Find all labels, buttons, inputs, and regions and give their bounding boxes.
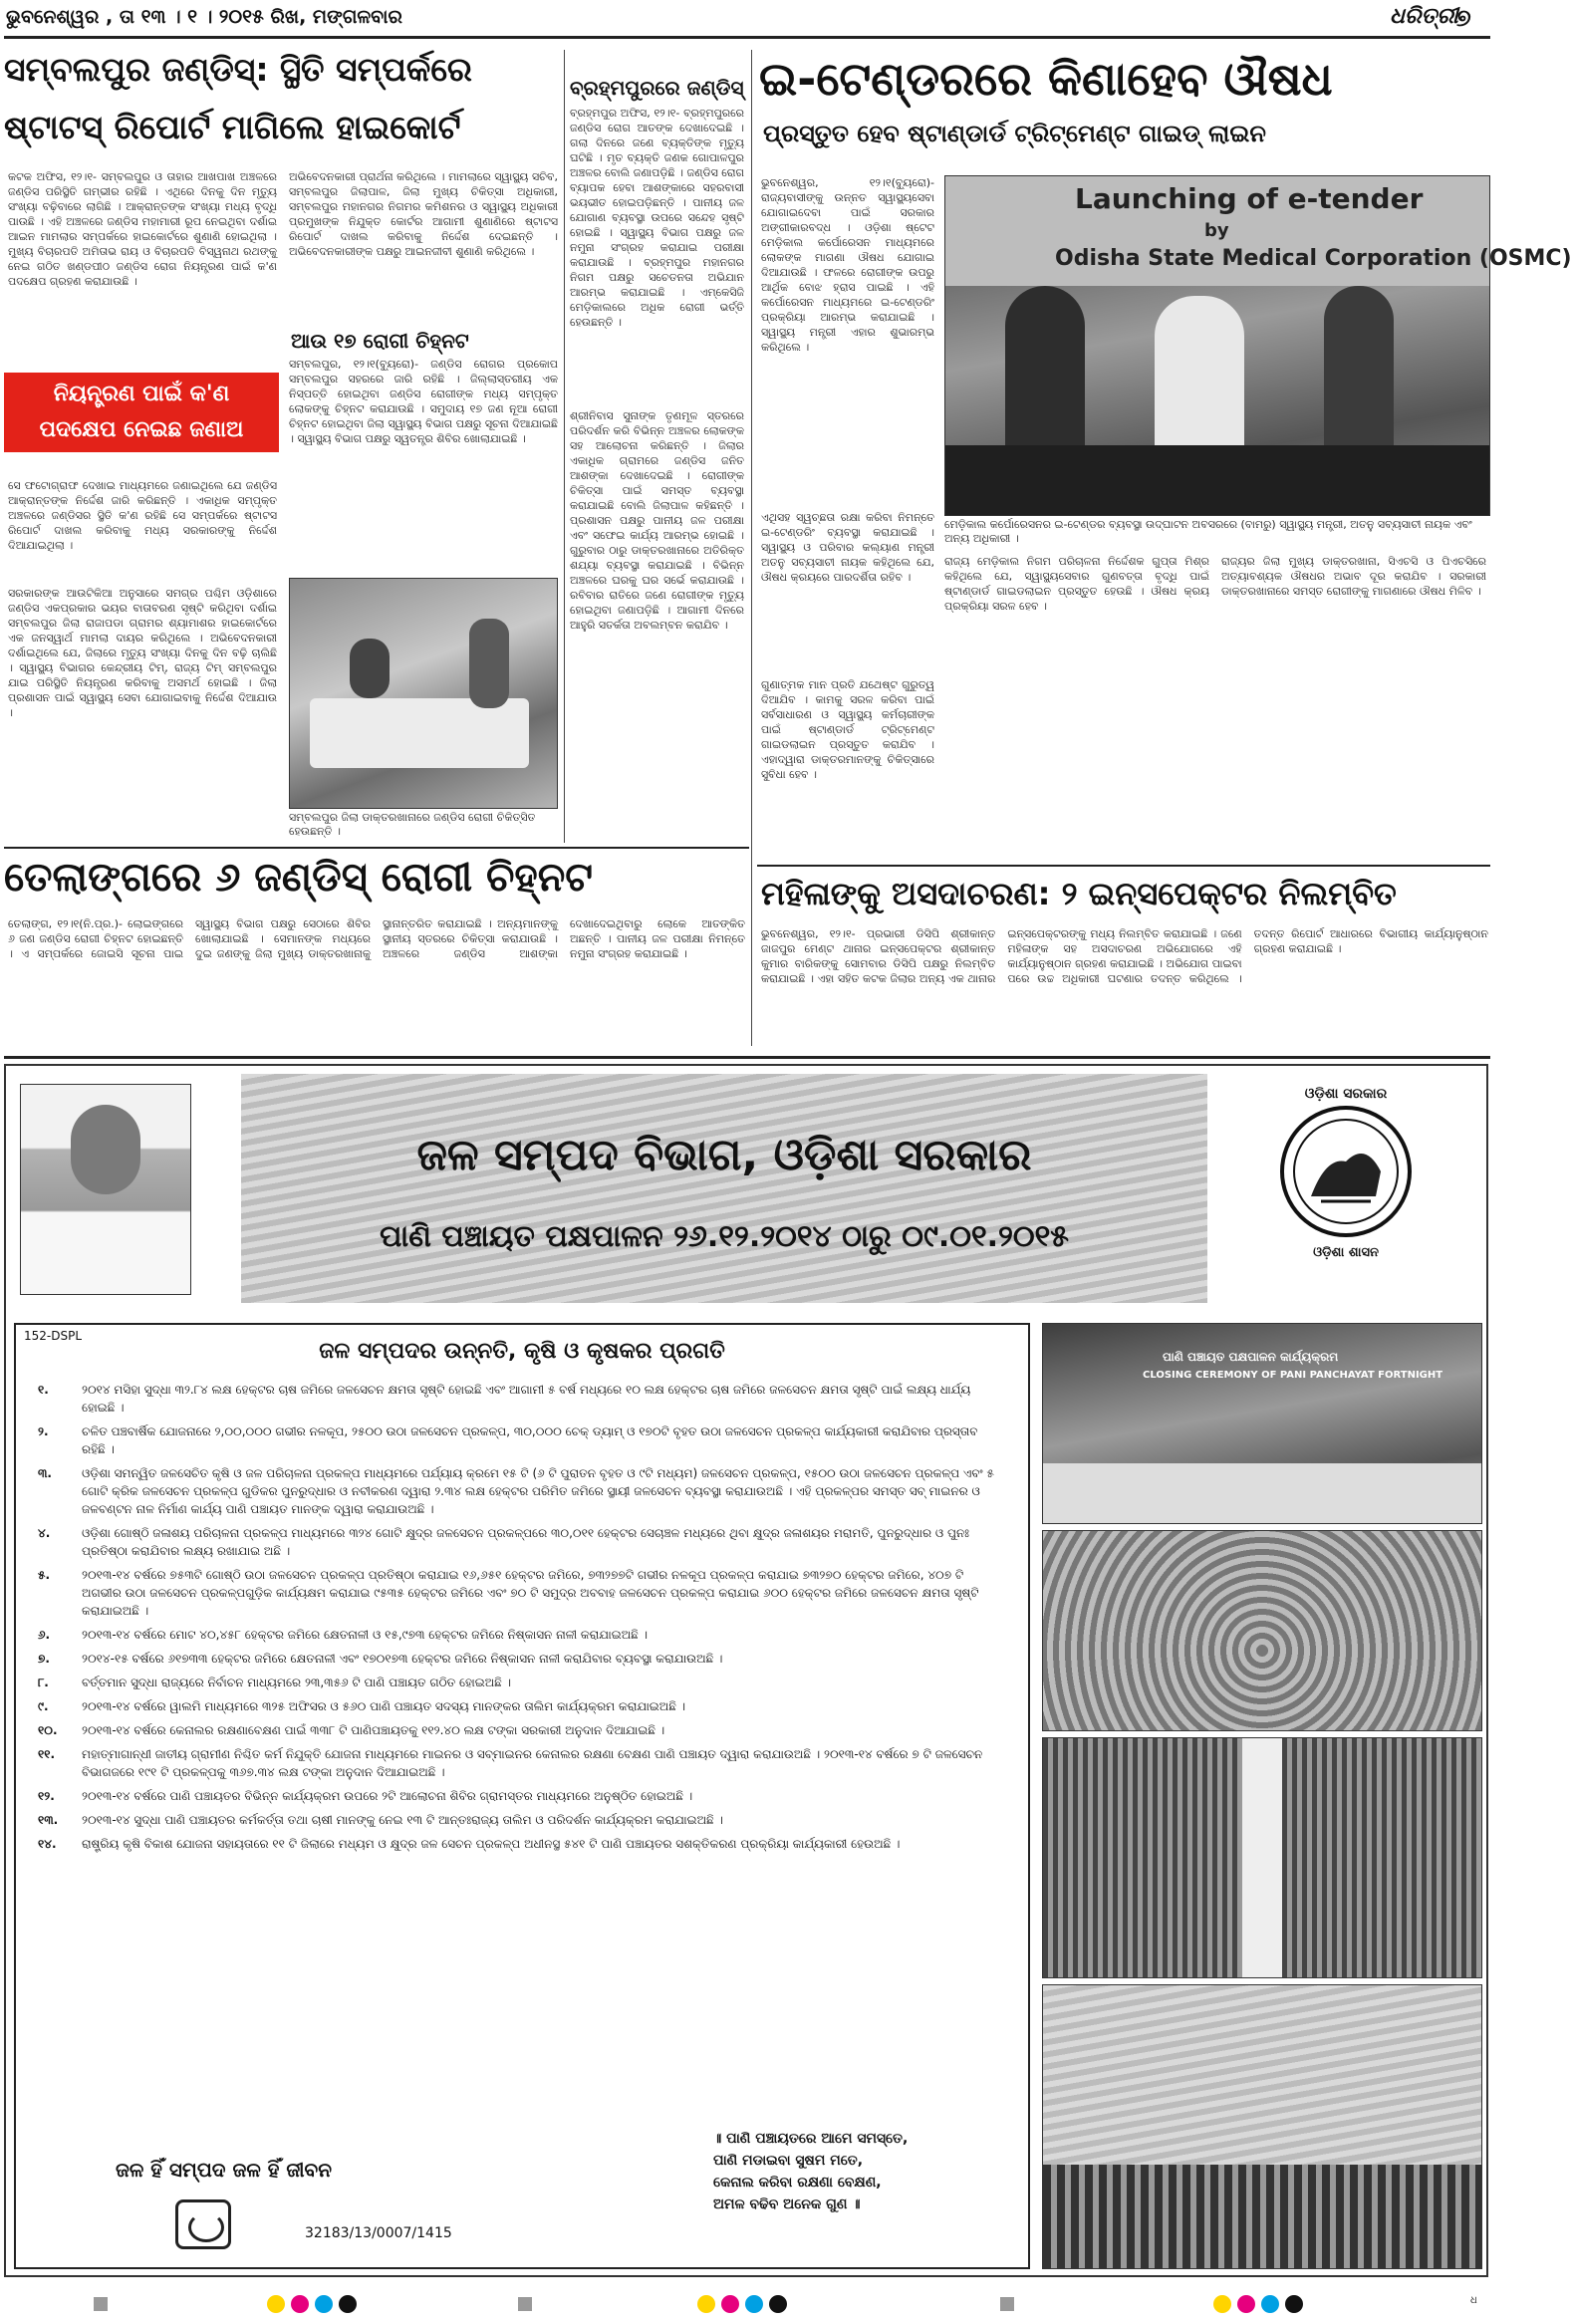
achievement-number: ୬. xyxy=(38,1628,51,1642)
etender-body-3: ଗୁଣାତ୍ମକ ମାନ ପ୍ରତି ଯଥେଷ୍ଟ ଗୁରୁତ୍ୱ ଦିଆଯିବ । କାମକୁ ସରଳ କରିବା ପାଇଁ ସର୍ବସାଧାରଣ ଓ ସ୍ୱାସ୍ଥ୍ୟ କର୍ମଚାରୀଙ୍କ ପାଇଁ ଷ୍ଟାଣ୍ଡାର୍ଡ ଟ୍ରିଟ୍‌ମେଣ୍ଟ ଗାଇଡଲାଇନ ପ୍ରସ୍ତୁତ କରାଯିବ । ଏହାଦ୍ୱାରା ଡାକ୍ତରମାନଙ୍କୁ ଚିକିତ୍ସାରେ ସୁବିଧା ହେବ । xyxy=(761,678,934,781)
patients-body: ସମ୍ବଲପୁର, ୧୨।୧(ବ୍ୟୁରୋ)- ଜଣ୍ଡିସ ରୋଗର ପ୍ରକୋପ ସମ୍ବଲପୁର ସହରରେ ଜାରି ରହିଛି । ଜିଲ୍ଲାସ୍ତରୀୟ ଏକ ନିସ୍ପତ୍ତି ହୋଇଥିବା ଜଣ୍ଡିସ ରୋଗୀଙ୍କ ମଧ୍ୟ ସମ୍ପୃକ୍ତ ଲୋକଙ୍କୁ ଚିହ୍ନଟ କରାଯାଉଛି । ସମୁଦାୟ ୧୭ ଜଣ ନୂଆ ରୋଗୀ ଚିହ୍ନଟ ହୋଇଥିବା ଜିଲା ସ୍ୱାସ୍ଥ୍ୟ ବିଭାଗ ପକ୍ଷରୁ ସୂଚନା ଦିଆଯାଇଛି । ସ୍ୱାସ୍ଥ୍ୟ ବିଭାଗ ପକ୍ଷରୁ ସ୍ୱତନ୍ତ୍ର ଶିବିର ଖୋଲାଯାଇଛି । xyxy=(289,358,558,445)
footer-page-mark: ଧ xyxy=(1470,2295,1477,2306)
etender-body-4: ରାଜ୍ୟ ମେଡ଼ିକାଲ ନିଗମ ପରିଚାଳନା ନିର୍ଦ୍ଦେଶକ ଗୁପ୍ତା ମିଶ୍ର କହିଥିଲେ ଯେ, ସ୍ୱାସ୍ଥ୍ୟସେବାର ଗୁଣବତ୍ତା ବୃଦ୍ଧି ପାଇଁ ଷ୍ଟାଣ୍ଡାର୍ଡ ଗାଇଡଲାଇନ ପ୍ରସ୍ତୁତ ହେଉଛି । ଔଷଧ କ୍ରୟ ପ୍ରକ୍ରିୟା ସରଳ ହେବ । xyxy=(944,555,1209,613)
achievement-item xyxy=(38,1787,994,1805)
achievement-item xyxy=(38,1811,994,1829)
sambalpur-body-4: ସରକାରଙ୍କ ଆଉଟିକିଆ ଅନୁସାରେ ସମଗ୍ର ପଶ୍ଚିମ ଓଡ଼ିଶାରେ ଜଣ୍ଡିସ ଏକପ୍ରକାର ଭୟର ବାତାବରଣ ସୃଷ୍ଟି କରିଥିବା ଦର୍ଶାଇ ସମ୍ବଲପୁର ଜିଲା ରାଜାପଡା ଗ୍ରାମର ଶ୍ୟାମାଶର ହାଇକୋର୍ଟରେ ଏକ ଜନସ୍ୱାର୍ଥ ମାମଲା ଦାୟର କରିଥିଲେ । ଅଭିବେଦନକାରୀ ଦର୍ଶାଇଥିଲେ ଯେ, ଜିଲାରେ ମୃତ୍ୟୁ ସଂଖ୍ୟା ଦିନକୁ ଦିନ ବଢ଼ି ଚାଲିଛି । ସ୍ୱାସ୍ଥ୍ୟ ବିଭାଗର କେନ୍ଦ୍ରୀୟ ଟିମ୍, ରାଜ୍ୟ ଟିମ୍ ସମ୍ବଲପୁର ଯାଇ ପରିସ୍ଥିତି ନିୟନ୍ତ୍ରଣ କରିବାକୁ ଅସମର୍ଥ ହୋଇଛି । ଜିଲା ପ୍ରଶାସନ ପାଇଁ ସ୍ୱାସ୍ଥ୍ୟ ସେବା ଯୋଗାଇବାକୁ ନିର୍ଦ୍ଦେଶ ଦିଆଯାଉ । xyxy=(8,587,277,719)
achievement-item xyxy=(38,1566,994,1620)
achievement-number: ୧୦. xyxy=(38,1723,58,1737)
advert-code-bottom: 32183/13/0007/1415 xyxy=(305,2225,452,2241)
verse-line: ଅମଳ ବଢିବ ଅନେକ ଗୁଣ ॥ xyxy=(713,2196,861,2212)
sambalpur-body-2: ଅଭିବେଦନକାରୀ ପ୍ରାର୍ଥନା କରିଥିଲେ । ମାମଲାରେ ସ୍ୱାସ୍ଥ୍ୟ ସଚିବ, ସମ୍ବଲପୁର ଜିଲାପାଳ, ଜିଲା ମୁଖ୍ୟ ଚିକିତ୍ସା ଅଧିକାରୀ, ସମ୍ବଲପୁର ମହାନଗର ନିଗମର କମିଶନର ଓ ସ୍ୱାସ୍ଥ୍ୟ ଅଧିକାରୀ ପ୍ରମୁଖଙ୍କ ନିଯୁକ୍ତ କୋର୍ଟର ଆଗାମୀ ଶୁଣାଣିରେ ଷ୍ଟାଟସ ରିପୋର୍ଟ ଦାଖଲ କରିବାକୁ ନିର୍ଦ୍ଦେଶ ଦେଇଛନ୍ତି । ଅଭିବେଦନକାରୀଙ୍କ ପକ୍ଷରୁ ଆଇନଜୀବୀ ଶୁଣାଣି କରିଥିଲେ । xyxy=(289,170,558,258)
advert-dept-title: ଜଳ ସମ୍ପଦ ବିଭାଗ, ଓଡ଼ିଶା ସରକାର xyxy=(416,1130,1032,1180)
achievement-text: ଓଡ଼ିଶା ସମନ୍ୱିତ ଜଳସେଚିତ କୃଷି ଓ ଜଳ ପରିଚାଳନା ପ୍ରକଳ୍ପ ମାଧ୍ୟମରେ ପର୍ଯ୍ୟାୟ କ୍ରମେ ୧୫ ଟି (୬ ଟି ପୁରାତନ ବୃହତ ଓ ୯ଟି ମଧ୍ୟମ) ଜଳସେଚନ ପ୍ରକଳ୍ପ, ୧୫୦୦ ଉଠା ଜଳସେଚନ ପ୍ରକଳ୍ପ ଏବଂ ୫ ଗୋଟି କ୍ରିକ ଜଳସେଚନ ପ୍ରକଳ୍ପ ଗୁଡିକର ପୁନରୁଦ୍ଧାର ଓ ନବୀକରଣ ଦ୍ୱାରା ୨.୩୪ ଲକ୍ଷ ହେକ୍ଟର ପରିମିତ ଜମିରେ ସ୍ଥାୟୀ ଜଳସେଚନ ବ୍ୟବସ୍ଥା କରାଯାଉଅଛି । ଏହି ପ୍ରକଳ୍ପର ସମସ୍ତ ସବ୍ ମାଇନର ଓ ଜଳବଣ୍ଟନ ନାଳ ନିର୍ମାଣ କାର୍ଯ୍ୟ ପାଣି ପଞ୍ଚାୟତ ମାନଙ୍କ ଦ୍ୱାରା କରାଯାଉଅଛି । xyxy=(82,1466,994,1516)
berhampur-headline: ବ୍ରହ୍ମପୁରରେ ଜଣ୍ଡିସ୍ xyxy=(570,76,744,100)
achievement-item xyxy=(38,1626,994,1644)
etender-banner-3: Odisha State Medical Corporation (OSMC) xyxy=(1055,246,1572,271)
verse xyxy=(713,2128,908,2215)
achievement-number: ୧. xyxy=(38,1383,49,1397)
etender-banner-1: Launching of e-tender xyxy=(1075,182,1424,215)
achievement-text: ୨୦୧୩-୧୪ ବର୍ଷରେ ୱାଲମି ମାଧ୍ୟମରେ ୩୨୫ ଅଫିସର ଓ ୫୬୦ ପାଣି ପଞ୍ଚାୟତ ସଦସ୍ୟ ମାନଙ୍କର ତାଲିମ କାର୍ଯ୍ୟକ୍ରମ କରାଯାଇଅଛି । xyxy=(82,1699,686,1713)
tel-headline: ତେଲାଙ୍ଗରେ ୬ ଜଣ୍ଡିସ୍ ରୋଗୀ ଚିହ୍ନଟ xyxy=(4,855,594,901)
footer-bar xyxy=(0,2287,1494,2324)
water-logo-icon xyxy=(175,2199,231,2249)
achievement-text: ୨୦୧୩-୧୪ ବର୍ଷରେ ପାଣି ପଞ୍ଚାୟତର ବିଭିନ୍ନ କାର୍ଯ୍ୟକ୍ରମ ଉପରେ ୨ଟି ଆଲୋଚନା ଶିବିର ଗ୍ରାମସ୍ତର ମାଧ୍ୟମରେ ଅନୁଷ୍ଠିତ ହୋଇଅଛି । xyxy=(82,1789,693,1803)
sambalpur-headline-1: ସମ୍ବଲପୁର ଜଣ୍ଡିସ୍: ସ୍ଥିତି ସମ୍ପର୍କରେ xyxy=(4,50,472,89)
ceremony-banner: ପାଣି ପଞ୍ଚାୟତ ପକ୍ଷପାଳନ କାର୍ଯ୍ୟକ୍ରମ xyxy=(1163,1350,1339,1364)
advert-top-rule xyxy=(4,1056,1490,1059)
achievement-text: ମହାତ୍ମାଗାନ୍ଧୀ ଜାତୀୟ ଗ୍ରାମୀଣ ନିଶ୍ଚିତ କର୍ମ ନିଯୁକ୍ତି ଯୋଜନା ମାଧ୍ୟମରେ ମାଇନର ଓ ସବ୍‌ମାଇନର କେନାଲର ରକ୍ଷଣା ବେକ୍ଷଣ ପାଣି ପଞ୍ଚାୟତ ଦ୍ୱାରା କରାଯାଉଅଛି । ୨୦୧୩-୧୪ ବର୍ଷରେ ୭ ଟି ଜଳସେଚନ ବିଭାଗଜରେ ୧୯୧ ଟି ପ୍ରକଳ୍ପକୁ ୩୬୭.୩୪ ଲକ୍ଷ ଟଙ୍କା ଅନୁଦାନ ଦିଆଯାଇଅଛି । xyxy=(82,1747,983,1779)
achievement-number: ୫. xyxy=(38,1568,51,1582)
paper-name: ଧରିତ୍ରୀ xyxy=(1390,4,1458,29)
inspectors-headline: ମହିଳାଙ୍କୁ ଅସଦାଚରଣ: ୨ ଇନ୍‌ସପେକ୍ଟର ନିଲମ୍ବିତ xyxy=(761,875,1397,912)
achievement-item xyxy=(38,1464,994,1518)
achievement-text: ୨୦୧୩-୧୪ ସୁଦ୍ଧା ପାଣି ପଞ୍ଚାୟତର କର୍ମକର୍ତ୍ତା ତଥା ଚାଷୀ ମାନଙ୍କୁ ନେଇ ୧୩ ଟି ଆନ୍ତଃରାଜ୍ୟ ତାଲିମ ଓ ପରିଦର୍ଶନ କାର୍ଯ୍ୟକ୍ରମ କରାଯାଇଅଛି । xyxy=(82,1813,723,1827)
achievement-text: ୨୦୧୩-୧୪ ବର୍ଷରେ କେନାଲର ରକ୍ଷଣାବେକ୍ଷଣ ପାଇଁ ୩୩୮ ଟି ପାଣିପଞ୍ଚାୟତକୁ ୧୧୨.୪୦ ଲକ୍ଷ ଟଙ୍କା ସରକାରୀ ଅନୁଦାନ ଦିଆଯାଇଛି । xyxy=(82,1723,665,1737)
etender-headline-1: ଇ-ଟେଣ୍ଡରରେ କିଣାହେବ ଔଷଧ xyxy=(759,52,1333,106)
patients-continued: ଶ୍ରୀନିବାସ ସୁନାଙ୍କ ତୃଣମୂଳ ସ୍ତରରେ ପରିଦର୍ଶନ କରି ବିଭିନ୍ନ ଅଞ୍ଚଳର ଲୋକଙ୍କ ସହ ଆଲୋଚନା କରିଛନ୍ତି । ଜିଲାର ଏକାଧିକ ଗ୍ରାମରେ ଜଣ୍ଡିସ ଜନିତ ଆଶଙ୍କା ଦେଖାଦେଇଛି । ରୋଗୀଙ୍କ ଚିକିତ୍ସା ପାଇଁ ସମସ୍ତ ବ୍ୟବସ୍ଥା କରାଯାଇଛି ବୋଲି ଜିଲାପାଳ କହିଛନ୍ତି । ପ୍ରଶାସନ ପକ୍ଷରୁ ପାନୀୟ ଜଳ ପରୀକ୍ଷା ଏବଂ ସଫେଇ କାର୍ଯ୍ୟ ଆରମ୍ଭ ହୋଇଛି । ଗୁରୁବାର ଠାରୁ ଡାକ୍ତରଖାନାରେ ଅତିରିକ୍ତ ଶଯ୍ୟା ବ୍ୟବସ୍ଥା କରାଯାଇଛି । ବିଭିନ୍ନ ଅଞ୍ଚଳରେ ଘରକୁ ଘର ସର୍ଭେ କରାଯାଉଛି । ରବିବାର ରାତିରେ ଜଣେ ରୋଗୀଙ୍କ ମୃତ୍ୟୁ ହୋଇଥିବା ଜଣାପଡ଼ିଛି । ଆଗାମୀ ଦିନରେ ଆହୁରି ସତର୍କତା ଅବଲମ୍ବନ କରାଯିବ । xyxy=(570,409,744,632)
col-rule-1 xyxy=(564,50,565,843)
achievement-number: ୧୪. xyxy=(38,1837,57,1851)
achievement-text: ବର୍ତ୍ତମାନ ସୁଦ୍ଧା ରାଜ୍ୟରେ ନିର୍ବାଚନ ମାଧ୍ୟମରେ ୨୩,୩୫୬ ଟି ପାଣି ପଞ୍ଚାୟତ ଗଠିତ ହୋଇଅଛି । xyxy=(82,1676,511,1689)
achievements-list xyxy=(38,1381,994,1859)
achievement-number: ୮. xyxy=(38,1676,49,1689)
achievement-text: ୨୦୧୪-୧୫ ବର୍ଷରେ ୬୧୭୩୩ ହେକ୍ଟର ଜମିରେ କ୍ଷେତନାଳୀ ଏବଂ ୧୭୦୧୭୩ ହେକ୍ଟର ଜମିରେ ନିଷ୍କାସନ ନାଳୀ କରାଯିବାର ବ୍ୟବସ୍ଥା କରାଯାଉଅଛି । xyxy=(82,1652,723,1666)
seal-bottom-text: ଓଡ଼ିଶା ଶାସନ xyxy=(1313,1245,1379,1260)
verse-line: ପାଣି ମଡାଇବା ସୁଷମ ମତେ, xyxy=(713,2153,864,2169)
achievement-item xyxy=(38,1697,994,1715)
masthead-rule xyxy=(4,36,1490,39)
etender-photo-caption: ମେଡ଼ିକାଲ କର୍ପୋରେସନର ଇ-ଟେଣ୍ଡର ବ୍ୟବସ୍ଥା ଉଦ୍‌ଘାଟନ ଅବସରରେ (ବାମରୁ) ସ୍ୱାସ୍ଥ୍ୟ ମନ୍ତ୍ରୀ, ଅତନୁ ସବ୍ୟସାଚୀ ନାୟକ ଏବଂ ଅନ୍ୟ ଅଧିକାରୀ । xyxy=(944,518,1472,545)
achievement-item xyxy=(38,1381,994,1417)
col-rule-2 xyxy=(751,50,752,1046)
achievement-number: ୪. xyxy=(38,1526,51,1540)
inspectors-body: ଭୁବନେଶ୍ୱର, ୧୨।୧- ପ୍ରଭାରୀ ଡିସିପି ଶ୍ରୀକାନ୍ତ ଜାଜପୁର ମେଣ୍ଟ ଥାନାର ଇନ୍‌ସପେକ୍ଟର ଶ୍ରୀକାନ୍ତ କୁମାର ବାରିକଙ୍କୁ ସୋମବାର ଡିସିପି ପକ୍ଷରୁ ନିଲମ୍ବିତ କରାଯାଇଛି । ଏହା ସହିତ କଟକ ଜିଲାର ଅନ୍ୟ ଏକ ଥାନାର ଇନ୍‌ସପେକ୍ଟରଙ୍କୁ ମଧ୍ୟ ନିଲମ୍ବିତ କରାଯାଇଛି । ଜଣେ ମହିଳାଙ୍କ ସହ ଅସଦାଚରଣ ଅଭିଯୋଗରେ ଏହି କାର୍ଯ୍ୟାନୁଷ୍ଠାନ ଗ୍ରହଣ କରାଯାଇଛି । ଅଭିଯୋଗ ପାଇବା ପରେ ଉଚ୍ଚ ଅଧିକାରୀ ଘଟଣାର ତଦନ୍ତ କରିଥିଲେ । ତଦନ୍ତ ରିପୋର୍ଟ ଆଧାରରେ ବିଭାଗୀୟ କାର୍ଯ୍ୟାନୁଷ୍ଠାନ ଗ୍ରହଣ କରାଯାଇଛି । xyxy=(761,927,1488,985)
advert-banner xyxy=(241,1074,1207,1303)
achievement-item xyxy=(38,1650,994,1668)
achievement-item xyxy=(38,1835,994,1853)
advert-code-top: 152-DSPL xyxy=(24,1329,83,1343)
achievement-text: ଓଡ଼ିଶା ଗୋଷ୍ଠି ଜଳାଶୟ ପରିଚାଳନା ପ୍ରକଳ୍ପ ମାଧ୍ୟମରେ ୩୨୪ ଗୋଟି କ୍ଷୁଦ୍ର ଜଳସେଚନ ପ୍ରକଳ୍ପରେ ୩୦,୦୧୧ ହେକ୍ଟର ସେଚାଞ୍ଚଳ ମଧ୍ୟରେ ଥିବା କ୍ଷୁଦ୍ର ଜଳାଶୟର ମରାମତି, ପୁନରୁଦ୍ଧାର ଓ ପୁନଃ ପ୍ରତିଷ୍ଠା କରାଯିବାର ଲକ୍ଷ୍ୟ ରଖାଯାଇ ଅଛି । xyxy=(82,1526,969,1558)
tel-body: ତେଲାଙ୍ଗ, ୧୨।୧(ନି.ପ୍ର.)- ଲୋଇଙ୍ଗରେ ୬ ଜଣ ଜଣ୍ଡିସ ରୋଗୀ ଚିହ୍ନଟ ହୋଇଛନ୍ତି । ଏ ସମ୍ପର୍କରେ ଜୋଇସି ସୂଚନା ପାଇ ସ୍ୱାସ୍ଥ୍ୟ ବିଭାଗ ପକ୍ଷରୁ ସେଠାରେ ଶିବିର ଖୋଲାଯାଇଛି । ସେମାନଙ୍କ ମଧ୍ୟରେ ଦୁଇ ଜଣଙ୍କୁ ଜିଲା ମୁଖ୍ୟ ଡାକ୍ତରଖାନାକୁ ସ୍ଥାନାନ୍ତରିତ କରାଯାଇଛି । ଅନ୍ୟମାନଙ୍କୁ ସ୍ଥାନୀୟ ସ୍ତରରେ ଚିକିତ୍ସା କରାଯାଉଛି । ଅଞ୍ଚଳରେ ଜଣ୍ଡିସ ଆଶଙ୍କା ଦେଖାଦେଇଥିବାରୁ ଲୋକେ ଆତଙ୍କିତ ଅଛନ୍ତି । ପାନୀୟ ଜଳ ପରୀକ୍ଷା ନିମନ୍ତେ ନମୁନା ସଂଗ୍ରହ କରାଯାଇଛି । xyxy=(8,917,745,960)
sambalpur-body-3: ସେ ଫଟୋଗ୍ରାଫ ଦେଖାଇ ମାଧ୍ୟମରେ ଜଣାଇଥିଲେ ଯେ ଜଣ୍ଡିସ ଆକ୍ରାନ୍ତଙ୍କ ନିର୍ଦ୍ଦେଶ ଜାରି କରିଛନ୍ତି । ଏକାଧିକ ସମ୍ପୃକ୍ତ ଅଞ୍ଚଳରେ ଜଣ୍ଡିସର ସ୍ଥିତି କ'ଣ ରହିଛି ସେ ସମ୍ପର୍କରେ ଷ୍ଟାଟସ ରିପୋର୍ଟ ଦାଖଲ କରିବାକୁ ମଧ୍ୟ ସରକାରଙ୍କୁ ନିର୍ଦ୍ଦେଶ ଦିଆଯାଇଥିଲା । xyxy=(8,479,277,552)
dateline: ଭୁବନେଶ୍ୱର , ତା ୧୩ । ୧ । ୨୦୧୫ ରିଖ, ମଙ୍ଗଳବାର xyxy=(6,6,402,28)
achievement-number: ୧୨. xyxy=(38,1789,55,1803)
achievement-item xyxy=(38,1422,994,1458)
sambalpur-body-1: କଟକ ଅଫିସ, ୧୨।୧- ସମ୍ବଲପୁର ଓ ତାହାର ଆଖପାଖ ଅଞ୍ଚଳରେ ଜଣ୍ଡିସ ପରିସ୍ଥିତି ଗମ୍ଭୀର ରହିଛି । ଏଥିରେ ଦିନକୁ ଦିନ ମୃତ୍ୟୁ ସଂଖ୍ୟା ବଢ଼ିବାରେ ଲାଗିଛି । ଆକ୍ରାନ୍ତଙ୍କ ସଂଖ୍ୟା ମଧ୍ୟ ବୃଦ୍ଧି ପାଉଛି । ଏହି ଅଞ୍ଚଳରେ ଜଣ୍ଡିସ ମହାମାରୀ ରୂପ ନେଇଥିବା ଦର୍ଶାଇ ଆଇନ ମାମଲାର ସମ୍ପର୍କରେ ହାଇକୋର୍ଟରେ ଶୁଣାଣି ହୋଇଥିଲା । ମୁଖ୍ୟ ବିଚାରପତି ଅମିତାଭ ରାୟ ଓ ବିଚାରପତି ବିସ୍ୱନାଥ ରଥଙ୍କୁ ନେଇ ଗଠିତ ଖଣ୍ଡପୀଠ ଜଣ୍ଡିସ ରୋଗ ନିୟନ୍ତ୍ରଣ ପାଇଁ କ'ଣ ପଦକ୍ଷେପ ଗ୍ରହଣ କରାଯାଉଛି । xyxy=(8,170,277,288)
seal-emblem-icon xyxy=(1276,1102,1416,1241)
advert xyxy=(4,1064,1488,2277)
etender-banner-2: by xyxy=(1204,220,1229,241)
seal-top-text: ଓଡ଼ିଶା ସରକାର xyxy=(1304,1086,1388,1102)
patients-photo xyxy=(289,578,558,809)
advert-campaign: ପାଣି ପଞ୍ଚାୟତ ପକ୍ଷପାଳନ ୨୬.୧୨.୨୦୧୪ ଠାରୁ ୦୯.୦୧.୨୦୧୫ xyxy=(379,1219,1070,1254)
inspectors-top-rule xyxy=(757,865,1490,867)
etender-body-5: ରାଜ୍ୟର ଜିଲା ମୁଖ୍ୟ ଡାକ୍ତରଖାନା, ସିଏଚସି ଓ ପିଏଚସିରେ ଅତ୍ୟାବଶ୍ୟକ ଔଷଧର ଅଭାବ ଦୂର କରାଯିବ । ସରକାରୀ ଡାକ୍ତରଖାନାରେ ସମସ୍ତ ରୋଗୀଙ୍କୁ ମାଗଣାରେ ଔଷଧ ମିଳିବ । xyxy=(1221,555,1486,598)
patients-photo-caption: ସମ୍ବଲପୁର ଜିଲା ଡାକ୍ତରଖାନାରେ ଜଣ୍ଡିସ ରୋଗୀ ଚିକିତ୍ସିତ ହେଉଛନ୍ତି । xyxy=(289,811,536,838)
achievement-number: ୧୩. xyxy=(38,1813,59,1827)
berhampur-body: ବ୍ରହ୍ମପୁର ଅଫିସ, ୧୨।୧- ବ୍ରହ୍ମପୁରରେ ଜଣ୍ଡିସ ରୋଗ ଆତଙ୍କ ଦେଖାଦେଇଛି । ଗଲା ଦିନରେ ଜଣେ ବ୍ୟକ୍ତିଙ୍କ ମୃତ୍ୟୁ ଘଟିଛି । ମୃତ ବ୍ୟକ୍ତି ଜଣକ ଗୋପାଳପୁର ଅଞ୍ଚଳର ବୋଲି ଜଣାପଡ଼ିଛି । ଜଣ୍ଡିସ ରୋଗ ବ୍ୟାପକ ହେବା ଆଶଙ୍କାରେ ସହରବାସୀ ଭୟଭୀତ ହୋଇପଡ଼ିଛନ୍ତି । ପାନୀୟ ଜଳ ଯୋଗାଣ ବ୍ୟବସ୍ଥା ଉପରେ ସନ୍ଦେହ ସୃଷ୍ଟି ହୋଇଛି । ସ୍ୱାସ୍ଥ୍ୟ ବିଭାଗ ପକ୍ଷରୁ ଜଳ ନମୁନା ସଂଗ୍ରହ କରାଯାଇ ପରୀକ୍ଷା କରାଯାଉଛି । ବ୍ରହ୍ମପୁର ମହାନଗର ନିଗମ ପକ୍ଷରୁ ସଚେତନତା ଅଭିଯାନ ଆରମ୍ଭ କରାଯାଇଛି । ଏମ୍କେସିଜି ମେଡ଼ିକାଲରେ ଅଧିକ ରୋଗୀ ଭର୍ତ୍ତି ହେଉଛନ୍ତି । xyxy=(570,107,744,329)
ceremony-subbanner: CLOSING CEREMONY OF PANI PANCHAYAT FORTNIGHT xyxy=(1143,1370,1443,1381)
advert-slogan: ଜଳ ହିଁ ସମ୍ପଦ ଜଳ ହିଁ ଜୀବନ xyxy=(116,2158,332,2182)
achievement-number: ୩. xyxy=(38,1466,52,1480)
achievement-number: ୨. xyxy=(38,1424,49,1438)
crop-photo xyxy=(1042,1984,1482,2269)
etender-body-2: ଏଥିସହ ସ୍ୱଚ୍ଛତା ରକ୍ଷା କରିବା ନିମନ୍ତେ ଇ-ଟେଣ୍ଡରିଂ ବ୍ୟବସ୍ଥା କରାଯାଇଛି । ସ୍ୱାସ୍ଥ୍ୟ ଓ ପରିବାର କଲ୍ୟାଣ ମନ୍ତ୍ରୀ ଅତନୁ ସବ୍ୟସାଚୀ ନାୟକ କହିଥିଲେ ଯେ, ଔଷଧ କ୍ରୟରେ ପାରଦର୍ଶିତା ରହିବ । xyxy=(761,511,934,584)
etender-headline-2: ପ୍ରସ୍ତୁତ ହେବ ଷ୍ଟାଣ୍ଡାର୍ଡ ଟ୍ରିଟ୍‌ମେଣ୍ଟ ଗାଇଡ୍ ଲାଇନ xyxy=(763,120,1266,147)
achievement-item xyxy=(38,1721,994,1739)
ceremony-photo xyxy=(1042,1323,1482,1524)
achievement-text: ୨୦୧୪ ମସିହା ସୁଦ୍ଧା ୩୨.୮୪ ଲକ୍ଷ ହେକ୍ଟର ଚାଷ ଜମିରେ ଜଳସେଚନ କ୍ଷମତା ସୃଷ୍ଟି ହୋଇଛି ଏବଂ ଆଗାମୀ ୫ ବର୍ଷ ମଧ୍ୟରେ ୧୦ ଲକ୍ଷ ହେକ୍ଟର ଚାଷ ଜମିରେ ଜଳସେଚନ କ୍ଷମତା ସୃଷ୍ଟି ପାଇଁ ଲକ୍ଷ୍ୟ ଧାର୍ଯ୍ୟ ହୋଇଛି । xyxy=(82,1383,971,1415)
achievement-text: ୨୦୧୩-୧୪ ବର୍ଷରେ ୭୫୩ଟି ଗୋଷ୍ଠି ଉଠା ଜଳସେଚନ ପ୍ରକଳ୍ପ ପ୍ରତିଷ୍ଠା କରାଯାଇ ୧୬,୬୫୧ ହେକ୍ଟର ଜମିରେ, ୭୩୨୭୭ଟି ଗଭୀର ନଳକୂପ ପ୍ରକଳ୍ପ କରାଯାଇ ୭୩୨୭୦ ହେକ୍ଟର ଜମିରେ, ୪୦୭ ଟି ଅଗଭୀର ଉଠା ଜଳସେଚନ ପ୍ରକଳ୍ପଗୁଡ଼ିକ କାର୍ଯ୍ୟକ୍ଷମ କରାଯାଇ ୯୫୩୫ ହେକ୍ଟର ଜମିରେ ଏବଂ ୭୦ ଟି ସମୁଦ୍ର ଅବବାହ ଜଳସେଚନ ପ୍ରକଳ୍ପ କରାଯାଇ ୬୦୦ ହେକ୍ଟର ଜମିରେ ଜଳସେଚନ କ୍ଷମତା ସୃଷ୍ଟି କରାଯାଇଅଛି । xyxy=(82,1568,979,1618)
achievement-item xyxy=(38,1745,994,1781)
achievement-text: ରାଷ୍ଟ୍ରିୟ କୃଷି ବିକାଶ ଯୋଜନା ସହାୟତାରେ ୧୧ ଟି ଜିଲାରେ ମଧ୍ୟମ ଓ କ୍ଷୁଦ୍ର ଜଳ ସେଚନ ପ୍ରକଳ୍ପ ଅଧୀନସ୍ଥ ୫୪୧ ଟି ପାଣି ପଞ୍ଚାୟତର ସଶକ୍ତିକରଣ ପ୍ରକ୍ରିୟା କାର୍ଯ୍ୟକାରୀ ହେଉଅଛି । xyxy=(82,1837,901,1851)
achievements-box xyxy=(14,1323,1030,2269)
etender-body-1: ଭୁବନେଶ୍ୱର, ୧୨।୧(ବ୍ୟୁରୋ)- ରାଜ୍ୟବାସୀଙ୍କୁ ଉନ୍ନତ ସ୍ୱାସ୍ଥ୍ୟସେବା ଯୋଗାଇଦେବା ପାଇଁ ସରକାର ଅଙ୍ଗୀକାରବଦ୍ଧ । ଓଡ଼ିଶା ଷ୍ଟେଟ ମେଡ଼ିକାଲ କର୍ପୋରେସନ ମାଧ୍ୟମରେ ଲୋକଙ୍କ ମାଗଣା ଔଷଧ ଯୋଗାଇ ଦିଆଯାଉଛି । ଫଳରେ ରୋଗୀଙ୍କ ଉପରୁ ଆର୍ଥିକ ବୋଝ ହ୍ରାସ ପାଇଛି । ଏହି କର୍ପୋରେସନ ମାଧ୍ୟମରେ ଇ-ଟେଣ୍ଡରିଂ ପ୍ରକ୍ରିୟା ଆରମ୍ଭ କରାଯାଇଛି । ସ୍ୱାସ୍ଥ୍ୟ ମନ୍ତ୍ରୀ ଏହାର ଶୁଭାରମ୍ଭ କରିଥିଲେ । xyxy=(761,176,934,354)
tel-top-rule xyxy=(4,847,749,849)
achievement-item xyxy=(38,1674,994,1691)
canal-photo xyxy=(1042,1737,1482,1978)
achievements-title: ଜଳ ସମ୍ପଦର ଉନ୍ନତି, କୃଷି ଓ କୃଷକର ପ୍ରଗତି xyxy=(319,1339,725,1364)
verse-line: କେନାଲ କରିବା ରକ୍ଷଣା ବେକ୍ଷଣ, xyxy=(713,2175,882,2191)
achievement-number: ୧୧. xyxy=(38,1747,56,1761)
cm-portrait xyxy=(20,1084,191,1295)
achievement-text: ଚଳିତ ପଞ୍ଚବାର୍ଷିକ ଯୋଜନାରେ ୨,୦୦,୦୦୦ ଗଭୀର ନଳକୂପ, ୨୫୦୦ ଉଠା ଜଳସେଚନ ପ୍ରକଳ୍ପ, ୩୦,୦୦୦ ଚେକ୍ ଡ୍ୟାମ୍ ଓ ୧୭୦ଟି ବୃହତ ଉଠା ଜଳସେଚନ ପ୍ରକଳ୍ପ କାର୍ଯ୍ୟକାରୀ କରାଯିବାର ପ୍ରସ୍ତାବ ରହିଛି । xyxy=(82,1424,978,1456)
meeting-photo xyxy=(1042,1530,1482,1731)
sambalpur-callout: ନିୟନ୍ତ୍ରଣ ପାଇଁ କ'ଣ ପଦକ୍ଷେପ ନେଇଛ ଜଣାଅ xyxy=(4,373,279,452)
achievement-text: ୨୦୧୩-୧୪ ବର୍ଷରେ ମୋଟ ୪୦,୪୫୮ ହେକ୍ଟର ଜମିରେ କ୍ଷେତନାଳୀ ଓ ୧୫,୯୭୩ ହେକ୍ଟର ଜମିରେ ନିଷ୍କାସନ ନାଳୀ କରାଯାଇଅଛି । xyxy=(82,1628,648,1642)
achievement-number: ୯. xyxy=(38,1699,49,1713)
etender-photo xyxy=(944,175,1572,516)
patients-headline: ଆଉ ୧୭ ରୋଗୀ ଚିହ୍ନଟ xyxy=(291,329,469,353)
achievement-item xyxy=(38,1524,994,1560)
verse-line: ॥ ପାଣି ପଞ୍ଚାୟତରେ ଆମେ ସମସ୍ତେ, xyxy=(713,2131,909,2147)
sambalpur-headline-2: ଷ୍ଟାଟସ୍ ରିପୋର୍ଟ ମାଗିଲେ ହାଇକୋର୍ଟ xyxy=(4,108,461,146)
page-number: ୭ xyxy=(1456,4,1471,32)
achievement-number: ୭. xyxy=(38,1652,50,1666)
odisha-seal xyxy=(1271,1086,1421,1275)
